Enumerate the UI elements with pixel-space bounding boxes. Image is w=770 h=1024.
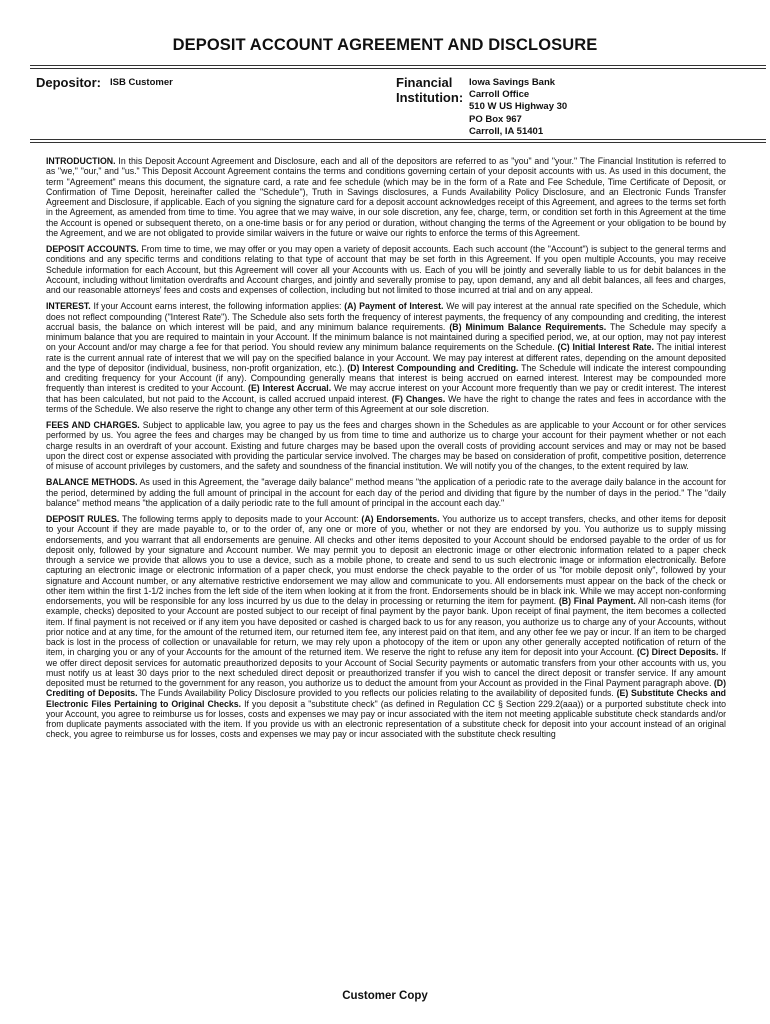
section-balance-methods — [46, 477, 726, 508]
institution-label — [396, 75, 463, 105]
section-text: We may accrue interest on your Account more frequently than we pay or credit interest. The interest that has been calculated, but not paid to the Account, is called accrued unpaid interest. — [46, 383, 727, 404]
section-deposit-accounts — [46, 244, 726, 295]
section-interest — [46, 301, 726, 414]
section-text: If we offer direct deposit services for automatic preauthorized deposits to your Account of Social Security payments or automatic transfers from your other accounts with us, you must notify us at least 30 days prior to the next scheduled direct deposit or preauthorized transfer if you wish to cancel the direct deposit or transfer service. If any amount deposited must be returned to the government for any reason, you authorize us to deduct the amount from your Account as provided in the Final Payment paragraph above. — [46, 647, 726, 688]
institution-address — [469, 77, 567, 138]
section-text: The initial interest rate is the current annual rate of interest that we will pay on the specified balance in your Account. We may pay interest at different rates, depending on the amount deposited and the type of depositor (individual, business, non-profit organization, etc.). — [46, 342, 727, 373]
institution-label-line-2: Institution: — [396, 90, 464, 105]
section-text: The Funds Availability Policy Disclosure provided to you reflects our policies relating to the availability of deposited funds. — [140, 688, 614, 699]
section-heading: DEPOSIT RULES. — [46, 514, 120, 524]
section-text: All non-cash items (for example, checks) deposited to your Account are posted subject to our receipt of final payment by the payor bank. Upon receipt of final payment, the item becomes a collected item. If final payment is not received or if any item you have deposited or cashed is charged back to us for any reason, you authorize us to charge any of your Accounts, without prior notice and at any time, for the amount of the returned item, our returned item fee, any interest paid on that item, and any other fee we pay or incur. If an item to be charged back is lost in the process of collection or unavailable for return, we may rely upon a photocopy of the item or upon any other generally accepted notification of return of the item, in charging you or any of your Accounts for the amount of the returned item. We reserve the right to refuse any item for deposit into your Account. — [46, 596, 727, 658]
header-rule-bottom — [30, 139, 766, 140]
agreement-body — [46, 156, 726, 746]
institution-name: Iowa Savings Bank — [469, 77, 556, 88]
section-text: If you deposit a "substitute check" (as defined in Regulation CC § Section 229.2(aaa)) or a purported substitute check into your Account, you agree to reimburse us for losses, costs and expenses we may pay or incur associated with the item not meeting applicable substitute check standards and/or from duplicate payments associated with the item. If you provide us with an electronic representation of a substitute check for deposit into your account instead of an original check, you agree to reimburse us for losses, costs and expenses we may pay or incur associated with the substitute check resulting — [46, 698, 727, 740]
section-heading: INTRODUCTION. — [46, 156, 116, 166]
section-deposit-rules — [46, 514, 726, 740]
institution-label-line-1: Financial — [396, 75, 453, 90]
section-text: As used in this Agreement, the "average daily balance" method means "the application of a periodic rate to the average daily balance in the account for the period, determined by adding the full amount of principal in the account for each day of the period and dividing that figure by the number of days in the period." The "daily balance" method means "the application of a daily periodic rate to the full amount of principal in the account each day." — [46, 477, 727, 508]
institution-po-box: PO Box 967 — [469, 113, 522, 125]
customer-copy-label: Customer Copy — [342, 990, 428, 1002]
subsection-heading: (B) Final Payment. — [558, 596, 636, 606]
section-heading: FEES AND CHARGES. — [46, 420, 140, 430]
section-text: We have the right to change the rates and fees in accordance with the terms of the Schedule. We also reserve the right to change any other term of this Agreement at our sole discretion. — [46, 393, 727, 414]
header-rule-top-double — [30, 68, 766, 69]
section-text: You authorize us to accept transfers, checks, and other items for deposit to your Account if they are made payable to, or to the order of, any one or more of you, whether or not they are endorsed by you. You authorize us to supply missing endorsements, and you warrant that all endorsements are genuine. All checks and other items deposited to your Account should be endorsed payable to the order of us for deposit only, followed by your signature and Account number. We may permit you to deposit an electronic image or other electronic information related to a paper check through a service we provide that allows you to use a device, such as a mobile phone, to create and send to us such electronic image or information electronically. Before capturing an electronic image or electronic information of a paper check, you must endorse the check payable to the order of us "for mobile deposit only", followed by your signature and Account number, or any alternative restrictive endorsement we may allow and communicate to you. All endorsements must appear on the back of the check or other item within the first 1-1/2 inches from the left side of the item when looking at it from the front. Endorsements should be in black ink. While we may accept non-conforming endorsements, you will be responsible for any loss incurred by us due to the delay in processing or returning the item for payment. — [46, 514, 726, 606]
institution-city: Carroll, IA 51401 — [469, 125, 544, 137]
depositor-value: ISB Customer — [110, 77, 173, 88]
section-text: In this Deposit Account Agreement and Disclosure, each and all of the depositors are referred to as "you" and "your." The Financial Institution is referred to as "we," "our," and "us." This Deposit Account Agreement contains the terms and conditions governing certain of your deposit accounts with us. As used in this document, the term "Agreement" means this document, the signature card, a rate and fee schedule (which may be in the form of a Rate and Fee Schedule, Time Certificate of Deposit, or Confirmation of Time Deposit, hereinafter called the "Schedule"), Truth in Savings disclosures, a Funds Availability Policy Disclosure, and an Electronic Funds Transfer Agreement and Disclosure, if applicable. Each of you signing the signature card for a deposit account acknowledges receipt of this Agreement, and agrees to the terms set forth in the Agreement, as amended from time to time. You agree that we may waive, in our sole discretion, any fee, charge, term, or condition set forth in this Agreement at the time the Account is opened or subsequent thereto, on a one-time basis or for any period or duration, without changing the terms of the Agreement or your obligation to be bound by the Agreement, and we are not obligated to provide similar waivers in the future or waive our rights to enforce the terms of this Agreement. — [46, 156, 726, 238]
section-fees-and-charges — [46, 420, 726, 471]
subsection-heading: (C) Direct Deposits. — [636, 647, 719, 658]
header-rule-top — [30, 65, 766, 66]
section-text: If your Account earns interest, the following information applies: — [93, 301, 342, 312]
subsection-heading: (D) Crediting of Deposits. — [46, 678, 726, 699]
institution-street: 510 W US Highway 30 — [469, 101, 568, 113]
section-text: The Schedule may specify a minimum balance that you are required to maintain in your Account. If the minimum balance is not maintained during a specified period, we, at our option, may not pay interest on your Account and/or may charge a fee for that period. You should review any minimum balance requirements on the Schedule. — [46, 321, 726, 353]
section-text: We will pay interest at the annual rate specified on the Schedule, which does not reflect compounding ("Interest Rate"). The Schedule also sets forth the frequency of interest payments, the frequency of any compounding and crediting, the interest accrual basis, the balance on which interest will be paid, and any minimum balance requirements. — [46, 301, 726, 332]
subsection-heading: (A) Endorsements. — [361, 514, 440, 524]
section-text: Subject to applicable law, you agree to pay us the fees and charges shown in the Schedules as are applicable to your Account or for other services performed by us. You agree the fees and charges may be changed by us from time to time and authorize us to charge your account for their payment whether or not each charge results in an overdraft of your account. Existing and future charges may be based upon the overall costs of providing account services and may or may not be based upon the direct cost or expense associated with providing the particular service involved. The charges may be based on consideration of profit, competitive position, deterrence of misuse of account privileges by customers, and the safety and soundness of the financial institution. We will notify you of the changes, to the extent required by law. — [46, 420, 726, 471]
subsection-heading: (C) Initial Interest Rate. — [557, 342, 654, 353]
section-heading: INTEREST. — [46, 301, 91, 312]
section-text: The Schedule will indicate the interest compounding and crediting frequency for your Account (if any). Compounding generally means that interest is being accrued on earned interest. Interest may be compounded more frequently than interest is credited to your Account. — [46, 362, 727, 394]
section-text: From time to time, we may offer or you may open a variety of deposit accounts. Each such account (the "Account") is subject to the general terms and conditions and any specific terms and conditions relating to that type of account that may be set forth in this Agreement. If you open multiple Accounts, you may receive Schedule information for each Account, but this Agreement will cover all your Accounts with us. Each of you will be jointly and severally liable to us for debit balances in the Account, including without limitation overdrafts and Account charges, and jointly and severally promise to pay, upon demand, any and all debit balances, all fees and charges, and our reasonable attorneys' fees and costs and expenses of collection, including but not limited to those incurred at trial and on any appeal. — [46, 244, 727, 295]
header-rule-bottom-double — [30, 142, 766, 143]
section-heading: BALANCE METHODS. — [46, 477, 138, 488]
subsection-heading: (F) Changes. — [391, 393, 446, 404]
subsection-heading: (E) Interest Accrual. — [248, 383, 332, 394]
document-title: DEPOSIT ACCOUNT AGREEMENT AND DISCLOSURE — [172, 36, 598, 54]
depositor-label: Depositor: — [36, 75, 101, 90]
subsection-heading: (A) Payment of Interest. — [344, 301, 444, 312]
section-text: The following terms apply to deposits made to your Account: — [121, 514, 359, 524]
section-heading: DEPOSIT ACCOUNTS. — [46, 244, 139, 254]
subsection-heading: (E) Substitute Checks and Electronic Files Pertaining to Original Checks. — [46, 688, 727, 709]
section-introduction — [46, 156, 726, 238]
institution-office: Carroll Office — [469, 89, 530, 101]
subsection-heading: (B) Minimum Balance Requirements. — [449, 321, 607, 332]
subsection-heading: (D) Interest Compounding and Crediting. — [347, 362, 519, 373]
